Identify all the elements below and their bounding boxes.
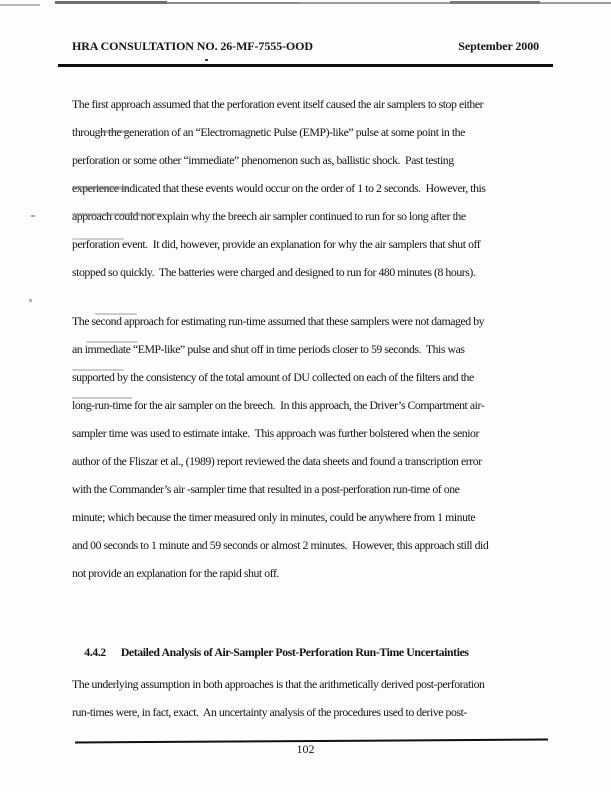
text-line: stopped so quickly. The batteries were charged and designed to run for 480 minutes (8 hours). bbox=[72, 265, 476, 279]
text-line: author of the Fliszar et al., (1989) report reviewed the data sheets and found a transcription error bbox=[72, 454, 482, 468]
scan-artifact-top-line bbox=[300, 2, 611, 4]
text-line: long-run-time for the air sampler on the breech. In this approach, the Driver’s Compartment air- bbox=[72, 398, 485, 412]
paragraph-2 bbox=[72, 307, 554, 587]
document-header-title: HRA CONSULTATION NO. 26-MF-7555-OOD bbox=[72, 39, 313, 53]
scan-speck bbox=[31, 215, 35, 217]
page-number: 102 bbox=[296, 742, 315, 756]
scan-artifact-top-line bbox=[55, 1, 167, 4]
text-line: The first approach assumed that the perforation event itself caused the air samplers to stop either bbox=[72, 97, 484, 111]
section-title: Detailed Analysis of Air-Sampler Post-Perforation Run-Time Uncertainties bbox=[120, 645, 469, 659]
scan-speck bbox=[205, 59, 208, 61]
text-line: with the Commander’s air -sampler time that resulted in a post-perforation run-time of one bbox=[72, 482, 460, 496]
text-line: through the generation of an “Electromagnetic Pulse (EMP)-like” pulse at some point in the bbox=[72, 125, 465, 139]
text-line: perforation event. It did, however, provide an explanation for why the air samplers that shut off bbox=[72, 237, 481, 251]
text-line: supported by the consistency of the total amount of DU collected on each of the filters and the bbox=[72, 370, 474, 384]
text-line: not provide an explanation for the rapid shut off. bbox=[72, 566, 279, 580]
text-line: sampler time was used to estimate intake. This approach was further bolstered when the senior bbox=[72, 426, 479, 440]
paragraph-1 bbox=[72, 90, 554, 286]
text-line: perforation or some other “immediate” phenomenon such as, ballistic shock. Past testing bbox=[72, 153, 454, 167]
text-line: The underlying assumption in both approaches is that the arithmetically derived post-perforation bbox=[72, 677, 485, 691]
section-number: 4.4.2 bbox=[84, 645, 106, 659]
text-line: an immediate “EMP-like” pulse and shut off in time periods closer to 59 seconds. This was bbox=[72, 342, 465, 356]
text-line: run-times were, in fact, exact. An uncertainty analysis of the procedures used to derive post- bbox=[72, 705, 467, 719]
section-heading bbox=[74, 610, 574, 659]
scan-artifact-top-line bbox=[167, 2, 307, 4]
scan-speck bbox=[29, 299, 32, 302]
document-header-date: September 2000 bbox=[458, 39, 539, 53]
text-line: The second approach for estimating run-time assumed that these samplers were not damaged by bbox=[72, 314, 485, 328]
text-line: experience indicated that these events would occur on the order of 1 to 2 seconds. However, this bbox=[72, 181, 486, 195]
scan-artifact-top-line bbox=[0, 4, 40, 6]
scan-artifact-top-line bbox=[450, 1, 540, 4]
header-rule bbox=[58, 64, 553, 67]
paragraph-3 bbox=[72, 670, 554, 726]
text-line: minute; which because the timer measured only in minutes, could be anywhere from 1 minute bbox=[72, 510, 476, 524]
text-line: and 00 seconds to 1 minute and 59 seconds or almost 2 minutes. However, this approach still did bbox=[72, 538, 489, 552]
text-line: approach could not explain why the breech air sampler continued to run for so long after the bbox=[72, 209, 466, 223]
